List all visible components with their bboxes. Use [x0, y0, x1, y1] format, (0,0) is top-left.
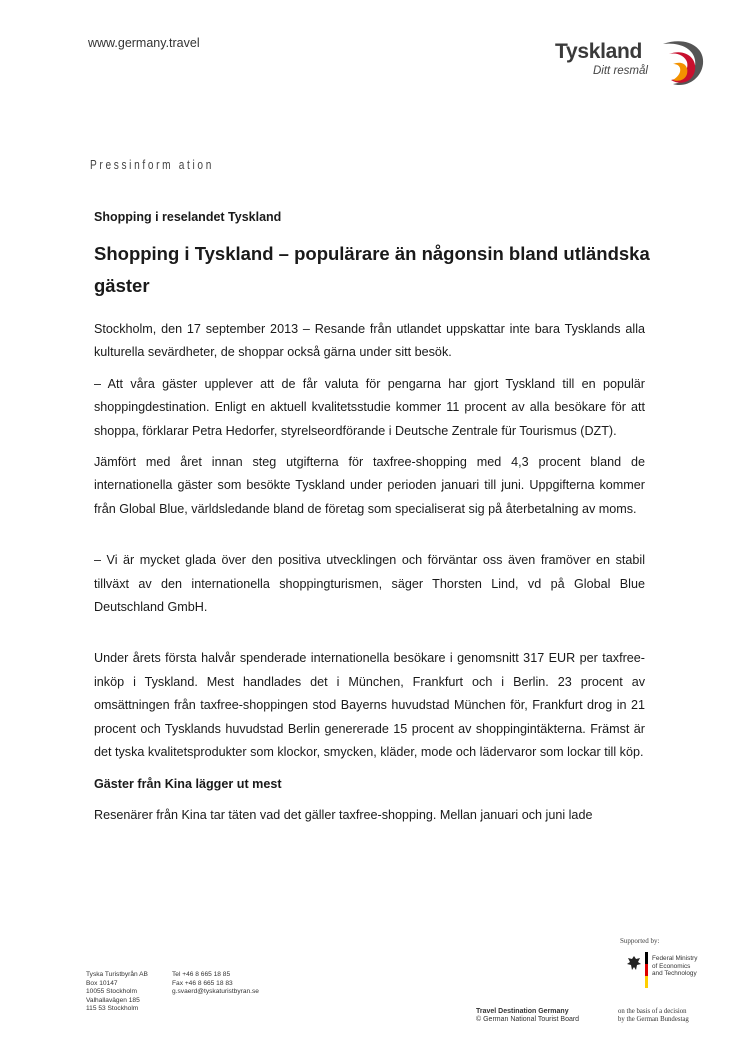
article-body: [94, 318, 645, 835]
bundestag-note-line: by the German Bundestag: [618, 1016, 689, 1023]
address-line: Valhallavägen 185: [86, 996, 140, 1004]
bundestag-note: [618, 1008, 689, 1024]
address-line: 115 53 Stockholm: [86, 1005, 139, 1013]
footer-tdg: [476, 1008, 579, 1024]
ministry-line: and Technology: [652, 970, 697, 978]
federal-eagle-icon: [626, 955, 642, 971]
paragraph: Jämfört med året innan steg utgifterna för taxfree-shopping med 4,3 procent bland de internationella gäster som besökte Tyskland under perioden januari till juni. Uppgifterna kommer från Global Blue, världsledande bland de företag som specialiserat sig på återbetalning av moms.: [94, 455, 645, 516]
ministry-line: Federal Ministry: [652, 955, 698, 962]
contact-fax: Fax +46 8 665 18 83: [172, 979, 233, 987]
address-line: 10055 Stockholm: [86, 988, 137, 996]
section-label: Pressinform ation: [90, 157, 214, 172]
bundestag-note-line: on the basis of a decision: [618, 1008, 687, 1015]
paragraph: – Att våra gäster upplever att de får valuta för pengarna har gjort Tyskland till en populär shoppingdestination. Enligt en aktuell kvalitetsstudie kommer 11 procent av alla besökare för att shoppa, förklarar Petra Hedorfer, styrelseordförande i Deutsche Zentrale für Tourismus (DZT).: [94, 376, 645, 438]
subheading: Gäster från Kina lägger ut mest: [94, 776, 282, 791]
paragraph: Resenärer från Kina tar täten vad det gäller taxfree-shopping. Mellan januari och juni lade: [94, 807, 593, 822]
tdg-title: Travel Destination Germany: [476, 1008, 569, 1015]
address-line: Box 10147: [86, 979, 118, 987]
contact-email: g.svaerd@tyskaturistbyran.se: [172, 988, 259, 996]
headline: Shopping i Tyskland – populärare än någonsin bland utländska gäster: [94, 243, 650, 296]
logo-wordmark: Tyskland: [555, 40, 643, 63]
footer-contact: [172, 971, 259, 997]
paragraph: Stockholm, den 17 september 2013 – Resande från utlandet uppskattar inte bara Tysklands alla kulturella sevärdheter, de shoppar också gärna under sitt besök.: [94, 322, 645, 360]
website-url: www.germany.travel: [88, 36, 200, 50]
ministry-name: [652, 955, 697, 978]
address-line: Tyska Turistbyrån AB: [86, 971, 148, 978]
paragraph: Under årets första halvår spenderade internationella besökare i genomsnitt 317 EUR per taxfree-inköp i Tyskland. Mest handlades det i München, Frankfurt och i Berlin. 23 procent av omsättningen från taxfree-shoppingen stod Bayerns huvudstad München för, Frankfurt drog in 21 procent och Tysklands huvudstad Berlin genererade 15 procent av shoppingintäkterna. Främst är det tyska kvalitetsprodukter som klockor, smycken, kläder, mode och lädervaror som lockar till köp.: [94, 651, 645, 760]
contact-phone: Tel +46 8 665 18 85: [172, 971, 231, 978]
logo-tagline: Ditt resmål: [593, 65, 648, 77]
tyskland-swirl-logo-icon: [655, 34, 707, 90]
footer-address: [86, 971, 148, 1014]
paragraph: – Vi är mycket glada över den positiva utvecklingen och förväntar oss även framöver en stabil tillväxt av den internationella shoppingturismen, säger Thorsten Lind, vd på Global Blue Deutschland GmbH.: [94, 553, 645, 615]
supported-by-label: Supported by:: [620, 937, 660, 945]
kicker: Shopping i reselandet Tyskland: [94, 210, 282, 224]
tdg-subtitle: © German National Tourist Board: [476, 1016, 580, 1023]
ministry-line: of Economics: [652, 962, 691, 970]
german-flag-bar-icon: [645, 952, 648, 988]
